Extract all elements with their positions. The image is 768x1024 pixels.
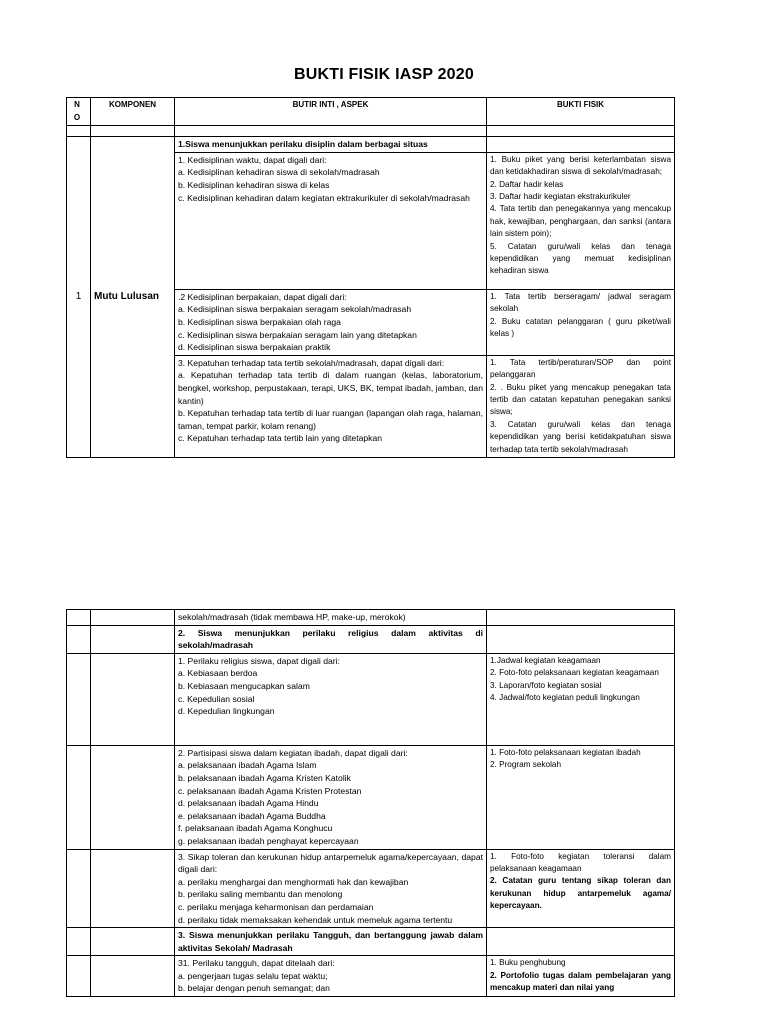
section-heading-tangguh: 3. Siswa menunjukkan perilaku Tangguh, dan bertanggung jawab dalam aktivitas Sekolah/ Madrasah [175,928,487,956]
bukti-fisik-table-page-2 [66,609,675,997]
continuation-text: sekolah/madrasah (tidak membawa HP, make-up, merokok) [175,610,487,626]
section-heading-row [67,625,675,653]
bukti-cell: 1. Foto-foto pelaksanaan kegiatan ibadah 2. Program sekolah [487,745,675,849]
bukti-fisik-table-page-1 [66,97,675,458]
table-row [67,849,675,928]
section-heading-religius: 2. Siswa menunjukkan perilaku religius dalam aktivitas di sekolah/madrasah [175,625,487,653]
butir-cell: 3. Kepatuhan terhadap tata tertib sekolah/madrasah, dapat digali dari: a. Kepatuhan terhadap tata tertib di dalam ruangan (kelas, laboratorium, bengkel, workshop, perpustakaan, terapi, UKS, BK, tempat ibadah, jamban, dan kantin) b. Kepatuhan terhadap tata tertib di luar ruangan (lapangan olah raga, halaman, taman, tempat parkir, kolam renang) c. Kepatuhan terhadap tata tertib lain yang ditetapkan [175,355,487,457]
table-row [67,745,675,849]
table-row [67,956,675,997]
header-bukti: BUKTI FISIK [487,98,675,126]
table-row [67,653,675,745]
page-title: BUKTI FISIK IASP 2020 [294,66,474,83]
bukti-cell: 1. Buku piket yang berisi keterlambatan siswa dan ketidakhadiran siswa di sekolah/madrasah; 2. Daftar hadir kelas 3. Daftar hadir kegiatan ekstrakurikuler 4. Tata tertib dan penegakannya yang mencakup hak, kewajiban, penghargaan, dan sanksi (antara lain sistem poin); 5. Catatan guru/wali kelas dan tenaga kependidikan yang memuat kedisiplinan kehadiran siswa [487,152,675,289]
table-header-row [67,98,675,126]
bukti-cell: 1. Foto-foto kegiatan toleransi dalam pelaksanaan keagamaan 2. Catatan guru tentang sikap toleran dan kerukunan hidup antarpemeluk agama/ kepercayaan. [487,849,675,928]
section-heading-disiplin: 1.Siswa menunjukkan perilaku disiplin dalam berbagai situas [175,137,487,153]
section-heading-row [67,928,675,956]
blank-row [67,126,675,137]
section-heading-row [67,137,675,153]
table-row [67,610,675,626]
butir-cell: 3. Sikap toleran dan kerukunan hidup antarpemeluk agama/kepercayaan, dapat digali dari: a. perilaku menghargai dan menghormati hak dan kewajiban b. perilaku saling membantu dan menolong c. perilaku menjaga keharmonisan dan perdamaian d. perilaku tidak memaksakan kehendak untuk memeluk agama tertentu [175,849,487,928]
header-butir: BUTIR INTI , ASPEK [175,98,487,126]
bukti-cell: 1. Buku penghubung 2. Portofolio tugas dalam pembelajaran yang mencakup materi dan nilai yang [487,956,675,997]
komponen-name: Mutu Lulusan [91,137,175,458]
butir-cell: 1. Perilaku religius siswa, dapat digali dari: a. Kebiasaan berdoa b. Kebiasaan mengucapkan salam c. Kepedulian sosial d. Kepedulian lingkungan [175,653,487,745]
butir-cell: 31. Perilaku tangguh, dapat ditelaah dari: a. pengerjaan tugas selalu tepat waktu; b. belajar dengan penuh semangat; dan [175,956,487,997]
butir-cell: .2 Kedisiplinan berpakaian, dapat digali dari: a. Kedisiplinan siswa berpakaian seragam sekolah/madrasah b. Kedisiplinan siswa berpakaian olah raga c. Kedisiplinan siswa berpakaian seragam lain yang ditetapkan d. Kedisiplinan siswa berpakaian praktik [175,289,487,355]
bukti-cell: 1. Tata tertib/peraturan/SOP dan point pelanggaran 2. . Buku piket yang mencakup penegakan tata tertib dan catatan kepatuhan penegakan sanksi siswa; 3. Catatan guru/wali kelas dan tenaga kependidikan yang berisi ketidakpatuhan siswa terhadap tata tertib sekolah/madrasah [487,355,675,457]
header-komponen: KOMPONEN [91,98,175,126]
bukti-cell: 1.Jadwal kegiatan keagamaan 2. Foto-foto pelaksanaan kegiatan keagamaan 3. Laporan/foto kegiatan sosial 4. Jadwal/foto kegiatan peduli lingkungan [487,653,675,745]
header-no: N O [67,98,91,126]
butir-cell: 2. Partisipasi siswa dalam kegiatan ibadah, dapat digali dari: a. pelaksanaan ibadah Agama Islam b. pelaksanaan ibadah Agama Kristen Katolik c. pelaksanaan ibadah Agama Kristen Protestan d. pelaksanaan ibadah Agama Hindu e. pelaksanaan ibadah Agama Buddha f. pelaksanaan ibadah Agama Konghucu g. pelaksanaan ibadah penghayat kepercayaan [175,745,487,849]
butir-cell: 1. Kedisiplinan waktu, dapat digali dari: a. Kedisiplinan kehadiran siswa di sekolah/madrasah b. Kedisiplinan kehadiran siswa di kelas c. Kedisiplinan kehadiran dalam kegiatan ektrakurikuler di sekolah/madrasah [175,152,487,289]
row-number: 1 [67,137,91,458]
bukti-cell: 1. Tata tertib berseragam/ jadwal seragam sekolah 2. Buku catatan pelanggaran ( guru piket/wali kelas ) [487,289,675,355]
